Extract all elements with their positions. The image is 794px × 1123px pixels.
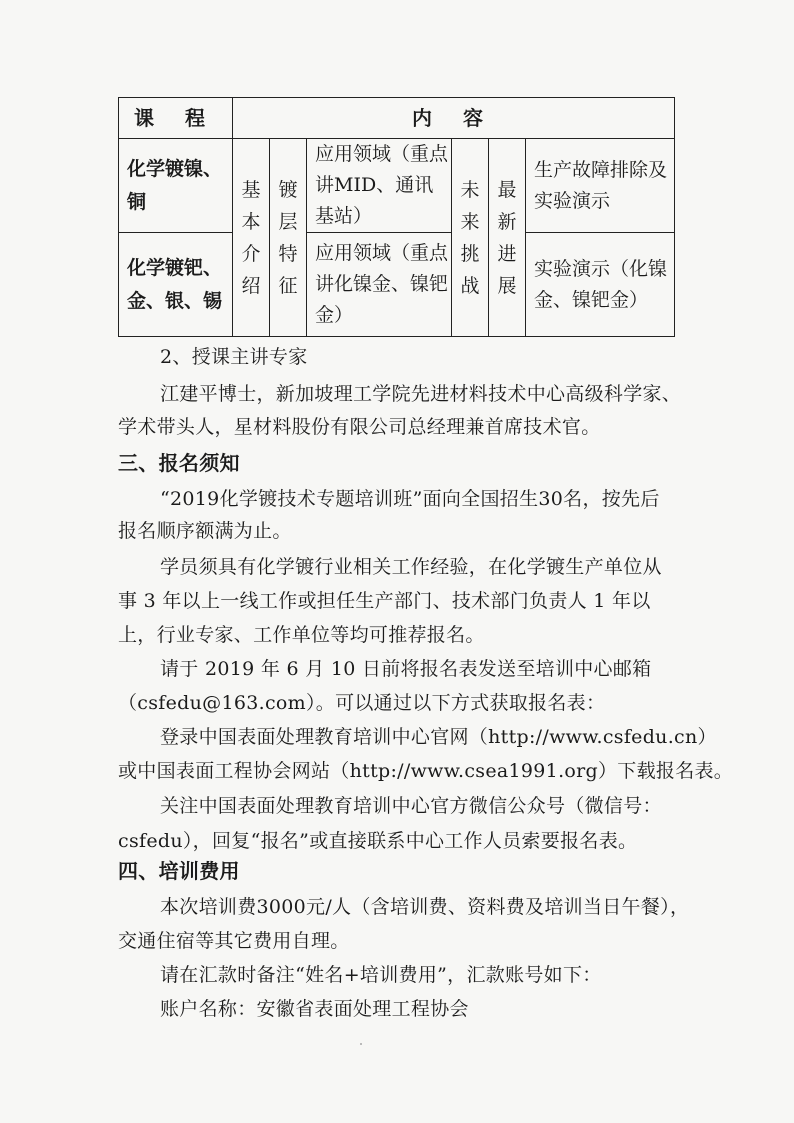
- paragraph-line: （csfedu@163.com）。可以通过以下方式获取报名表：: [118, 692, 606, 714]
- paragraph-line: 本次培训费3000元/人（含培训费、资料费及培训当日午餐），: [160, 896, 690, 918]
- paragraph-line: 请在汇款时备注“姓名+培训费用”，汇款账号如下：: [160, 964, 602, 986]
- course-name-nickel-copper: 化学镀镍、铜: [119, 139, 233, 233]
- future-challenge-cell: [452, 139, 489, 337]
- paragraph-line: 学员须具有化学镀行业相关工作经验，在化学镀生产单位从: [160, 556, 662, 578]
- course-table: [118, 97, 675, 337]
- latest-progress-cell: [489, 139, 526, 337]
- coating-features-label: 镀层特征: [278, 178, 298, 297]
- paragraph-line: 账户名称：安徽省表面处理工程协会: [160, 998, 469, 1020]
- section-heading: 四、培训费用: [118, 859, 240, 883]
- scan-speck: [360, 1043, 362, 1045]
- paragraph-line: 关注中国表面处理教育培训中心官方微信公众号（微信号：: [160, 795, 662, 817]
- course-name-palladium-gold: 化学镀钯、金、银、锡: [119, 233, 233, 337]
- header-course: 课 程: [119, 98, 233, 139]
- application-field-1: 应用领域（重点讲MID、通讯基站）: [307, 139, 452, 233]
- future-challenge-label: 未来挑战: [460, 178, 480, 297]
- application-field-2: 应用领域（重点讲化镍金、镍钯金）: [307, 233, 452, 337]
- demo-cell-1: 生产故障排除及实验演示: [526, 139, 675, 233]
- paragraph-line: 2、授课主讲专家: [160, 346, 308, 368]
- paragraph-line: 登录中国表面处理教育培训中心官网（http://www.csfedu.cn）: [160, 726, 717, 748]
- paragraph-line: 事 3 年以上一线工作或担任生产部门、技术部门负责人 1 年以: [118, 590, 651, 612]
- paragraph-line: 请于 2019 年 6 月 10 日前将报名表发送至培训中心邮箱: [160, 658, 652, 680]
- paragraph-line: 或中国表面工程协会网站（http://www.csea1991.org）下载报名表。: [118, 760, 734, 782]
- paragraph-line: 上，行业专家、工作单位等均可推荐报名。: [118, 624, 485, 646]
- header-content: 内 容: [233, 98, 675, 139]
- paragraph-line: csfedu），回复“报名”或直接联系中心工作人员索要报名表。: [118, 830, 638, 852]
- basic-intro-label: 基本介绍: [241, 178, 261, 297]
- coating-features-cell: [270, 139, 307, 337]
- paragraph-line: 学术带头人，星材料股份有限公司总经理兼首席技术官。: [118, 416, 601, 438]
- basic-intro-cell: [233, 139, 270, 337]
- latest-progress-label: 最新进展: [497, 178, 517, 297]
- section-heading: 三、报名须知: [118, 451, 240, 475]
- paragraph-line: 江建平博士，新加坡理工学院先进材料技术中心高级科学家、: [160, 383, 682, 405]
- paragraph-line: 报名顺序额满为止。: [118, 520, 292, 542]
- paragraph-line: 交通住宿等其它费用自理。: [118, 930, 350, 952]
- demo-cell-2: 实验演示（化镍金、镍钯金）: [526, 233, 675, 337]
- paragraph-line: “2019化学镀技术专题培训班”面向全国招生30名，按先后: [160, 488, 660, 510]
